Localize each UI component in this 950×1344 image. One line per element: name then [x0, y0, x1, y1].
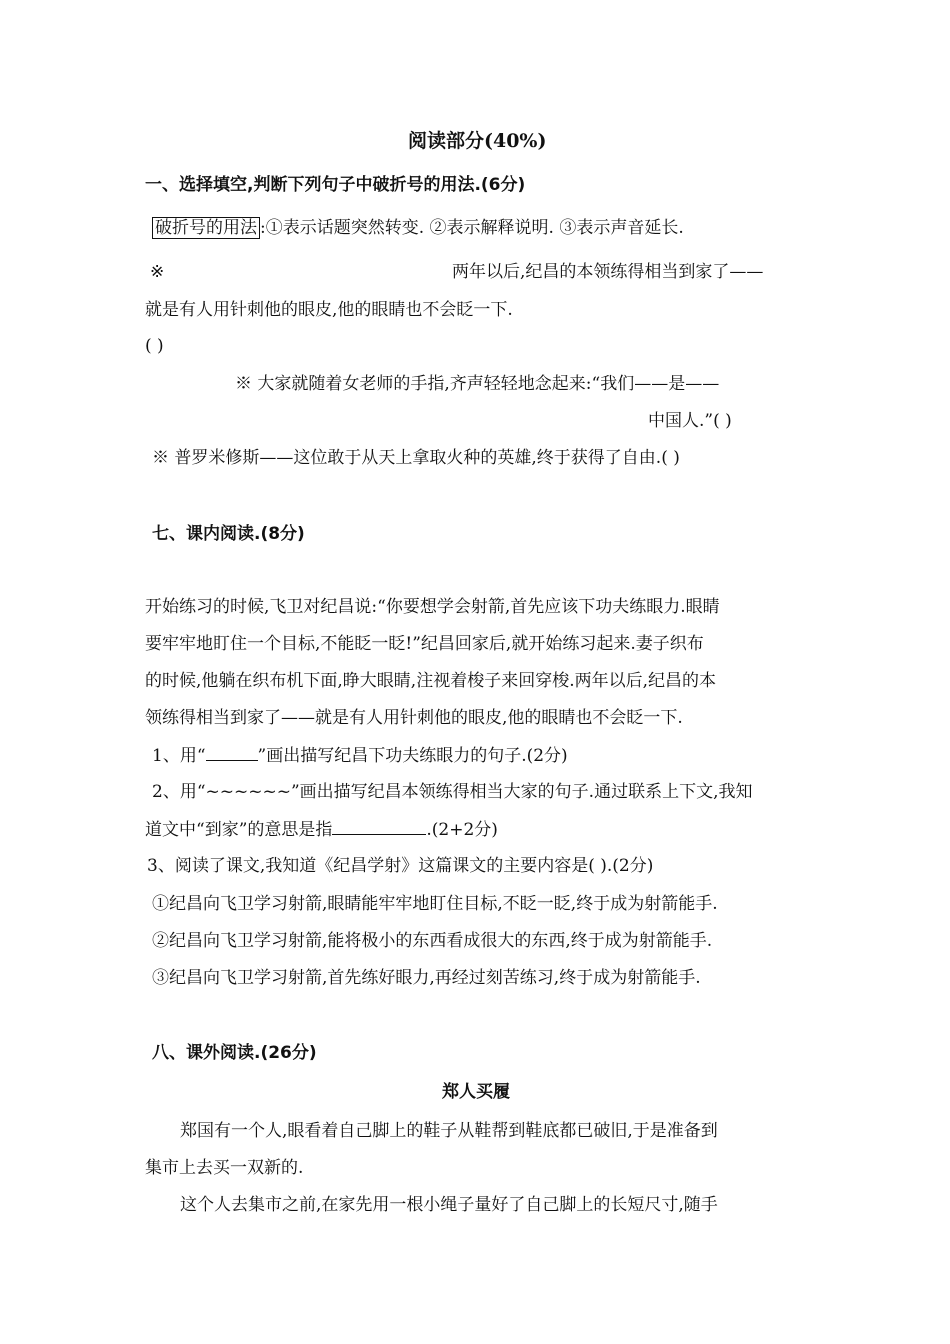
- page-title: 阅读部分(40%): [408, 130, 547, 152]
- s7-option: ③纪昌向飞卫学习射箭,首先练好眼力,再经过刻苦练习,终于成为射箭能手.: [152, 968, 701, 988]
- q1-mark: ※: [150, 262, 165, 282]
- q1-line1: 两年以后,纪昌的本领练得相当到家了——: [452, 262, 764, 282]
- passage-line: 领练得相当到家了——就是有人用针刺他的眼皮,他的眼睛也不会眨一下.: [145, 708, 683, 728]
- straight-underline-sample: [206, 744, 258, 761]
- passage-line: 开始练习的时候,飞卫对纪昌说:“你要想学会射箭,首先应该下功夫练眼力.眼睛: [145, 597, 720, 617]
- dash-usage-line: [152, 217, 684, 239]
- passage-line: 的时候,他躺在织布机下面,睁大眼睛,注视着梭子来回穿梭.两年以后,纪昌的本: [145, 671, 717, 691]
- s7-q2-suffix: .(2+2分): [426, 820, 498, 840]
- s7-option: ②纪昌向飞卫学习射箭,能将极小的东西看成很大的东西,终于成为射箭能手.: [152, 931, 713, 951]
- s7-option: ①纪昌向飞卫学习射箭,眼睛能牢牢地盯住目标,不眨一眨,终于成为射箭能手.: [152, 894, 718, 914]
- story-paragraph-line: 郑国有一个人,眼看着自己脚上的鞋子从鞋帮到鞋底都已破旧,于是准备到: [180, 1121, 718, 1141]
- story-title: 郑人买履: [442, 1082, 510, 1102]
- section7-heading: 七、课内阅读.(8分): [152, 524, 305, 544]
- q1-line2: 就是有人用针刺他的眼皮,他的眼睛也不会眨一下.: [145, 300, 513, 320]
- dash-usage-options: :①表示话题突然转变. ②表示解释说明. ③表示声音延长.: [260, 218, 684, 238]
- story-paragraph-line: 这个人去集市之前,在家先用一根小绳子量好了自己脚上的长短尺寸,随手: [180, 1195, 718, 1215]
- s7-q2-line2: [145, 818, 498, 841]
- q2-line2: 中国人.”( ): [648, 411, 732, 431]
- s7-q1-suffix: ”画出描写纪昌下功夫练眼力的句子.(2分): [257, 746, 568, 766]
- s7-q1-prefix: 1、用“: [152, 746, 206, 766]
- answer-blank[interactable]: [332, 818, 426, 835]
- q1-answer-paren: ( ): [145, 336, 164, 356]
- section8-heading: 八、课外阅读.(26分): [152, 1043, 317, 1063]
- section1-heading: 一、选择填空,判断下列句子中破折号的用法.(6分): [145, 175, 526, 195]
- passage-line: 要牢牢地盯住一个目标,不能眨一眨!”纪昌回家后,就开始练习起来.妻子织布: [145, 634, 704, 654]
- dash-usage-label: 破折号的用法: [152, 217, 260, 239]
- s7-q2-line1: 2、用“~~~~~~”画出描写纪昌本领练得相当大家的句子.通过联系上下文,我知: [152, 782, 753, 802]
- q3-line: ※ 普罗米修斯——这位敢于从天上拿取火种的英雄,终于获得了自由.( ): [152, 448, 680, 468]
- s7-q1-line: [152, 744, 568, 767]
- s7-q3-line: 3、阅读了课文,我知道《纪昌学射》这篇课文的主要内容是( ).(2分): [147, 856, 654, 876]
- s7-q2-prefix: 道文中“到家”的意思是指: [145, 820, 333, 840]
- q2-line1: ※ 大家就随着女老师的手指,齐声轻轻地念起来:“我们——是——: [235, 374, 720, 394]
- story-paragraph-line: 集市上去买一双新的.: [145, 1158, 304, 1178]
